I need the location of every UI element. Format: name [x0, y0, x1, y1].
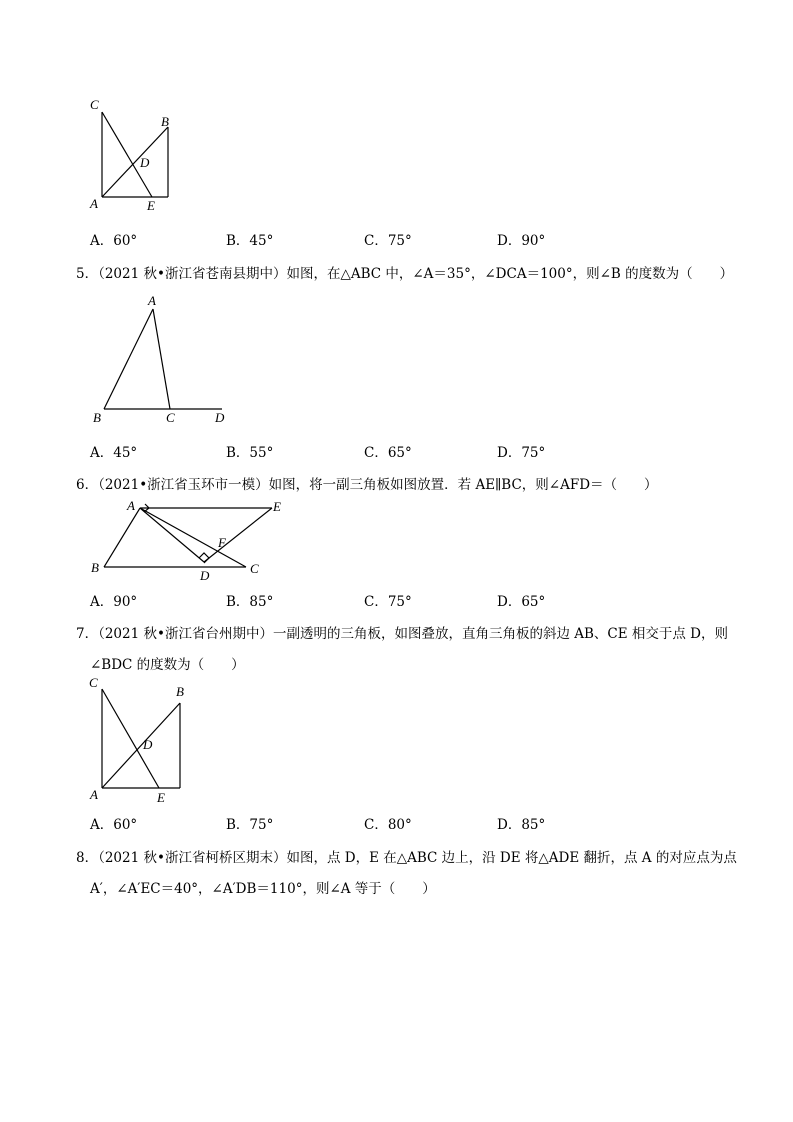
- q4-label-c: C: [90, 97, 99, 112]
- q4-label-d: D: [140, 155, 150, 170]
- q6-label-d: D: [200, 568, 210, 583]
- q5-label-c: C: [166, 410, 175, 425]
- q7-label-a: A: [90, 787, 98, 802]
- q6-option-a[interactable]: A．90°: [90, 594, 138, 610]
- q5-option-c[interactable]: C．65°: [364, 445, 412, 461]
- q5-label-d: D: [215, 410, 225, 425]
- q4-option-d[interactable]: D．90°: [497, 233, 546, 249]
- q6-label-c: C: [250, 561, 259, 576]
- q6-label-a: A: [127, 498, 135, 513]
- q4-option-c[interactable]: C．75°: [364, 233, 412, 249]
- q8-question-text-line2: A′，∠A′EC＝40°，∠A′DB＝110°，则∠A 等于（ ）: [90, 881, 436, 897]
- q4-option-a[interactable]: A．60°: [90, 233, 138, 249]
- q6-option-c[interactable]: C．75°: [364, 594, 412, 610]
- q7-label-c: C: [89, 675, 98, 690]
- q5-option-d[interactable]: D．75°: [497, 445, 546, 461]
- q6-option-b[interactable]: B．85°: [226, 594, 274, 610]
- q6-label-f: F: [218, 535, 226, 550]
- q7-option-c[interactable]: C．80°: [364, 817, 412, 833]
- q7-question-text-line1: 7．（2021 秋•浙江省台州期中）一副透明的三角板，如图叠放，直角三角板的斜边 AB、CE 相交于点 D，则: [76, 626, 729, 642]
- q7-label-e: E: [157, 790, 165, 805]
- q7-option-a[interactable]: A．60°: [90, 817, 138, 833]
- q4-label-e: E: [147, 198, 155, 213]
- q4-label-b: B: [161, 114, 169, 129]
- q6-question-text: 6．（2021•浙江省玉环市一模）如图，将一副三角板如图放置．若 AE∥BC，则∠AFD＝（ ）: [76, 477, 658, 493]
- q7-label-b: B: [176, 684, 184, 699]
- q5-option-a[interactable]: A．45°: [90, 445, 138, 461]
- q8-question-text-line1: 8．（2021 秋•浙江省柯桥区期末）如图，点 D，E 在△ABC 边上，沿 DE 将△ADE 翻折，点 A 的对应点为点: [76, 850, 737, 866]
- q5-question-text: 5．（2021 秋•浙江省苍南县期中）如图，在△ABC 中，∠A＝35°，∠DCA＝100°，则∠B 的度数为（ ）: [76, 266, 734, 282]
- q6-label-b: B: [91, 560, 99, 575]
- q5-label-b: B: [93, 410, 101, 425]
- q4-label-a: A: [90, 196, 98, 211]
- q7-label-d: D: [143, 737, 153, 752]
- q7-question-text-line2: ∠BDC 的度数为（ ）: [90, 657, 245, 673]
- q4-option-b[interactable]: B．45°: [226, 233, 274, 249]
- q6-option-d[interactable]: D．65°: [497, 594, 546, 610]
- q7-option-d[interactable]: D．85°: [497, 817, 546, 833]
- q7-option-b[interactable]: B．75°: [226, 817, 274, 833]
- q5-label-a: A: [148, 293, 156, 308]
- q5-option-b[interactable]: B．55°: [226, 445, 274, 461]
- q6-label-e: E: [273, 499, 281, 514]
